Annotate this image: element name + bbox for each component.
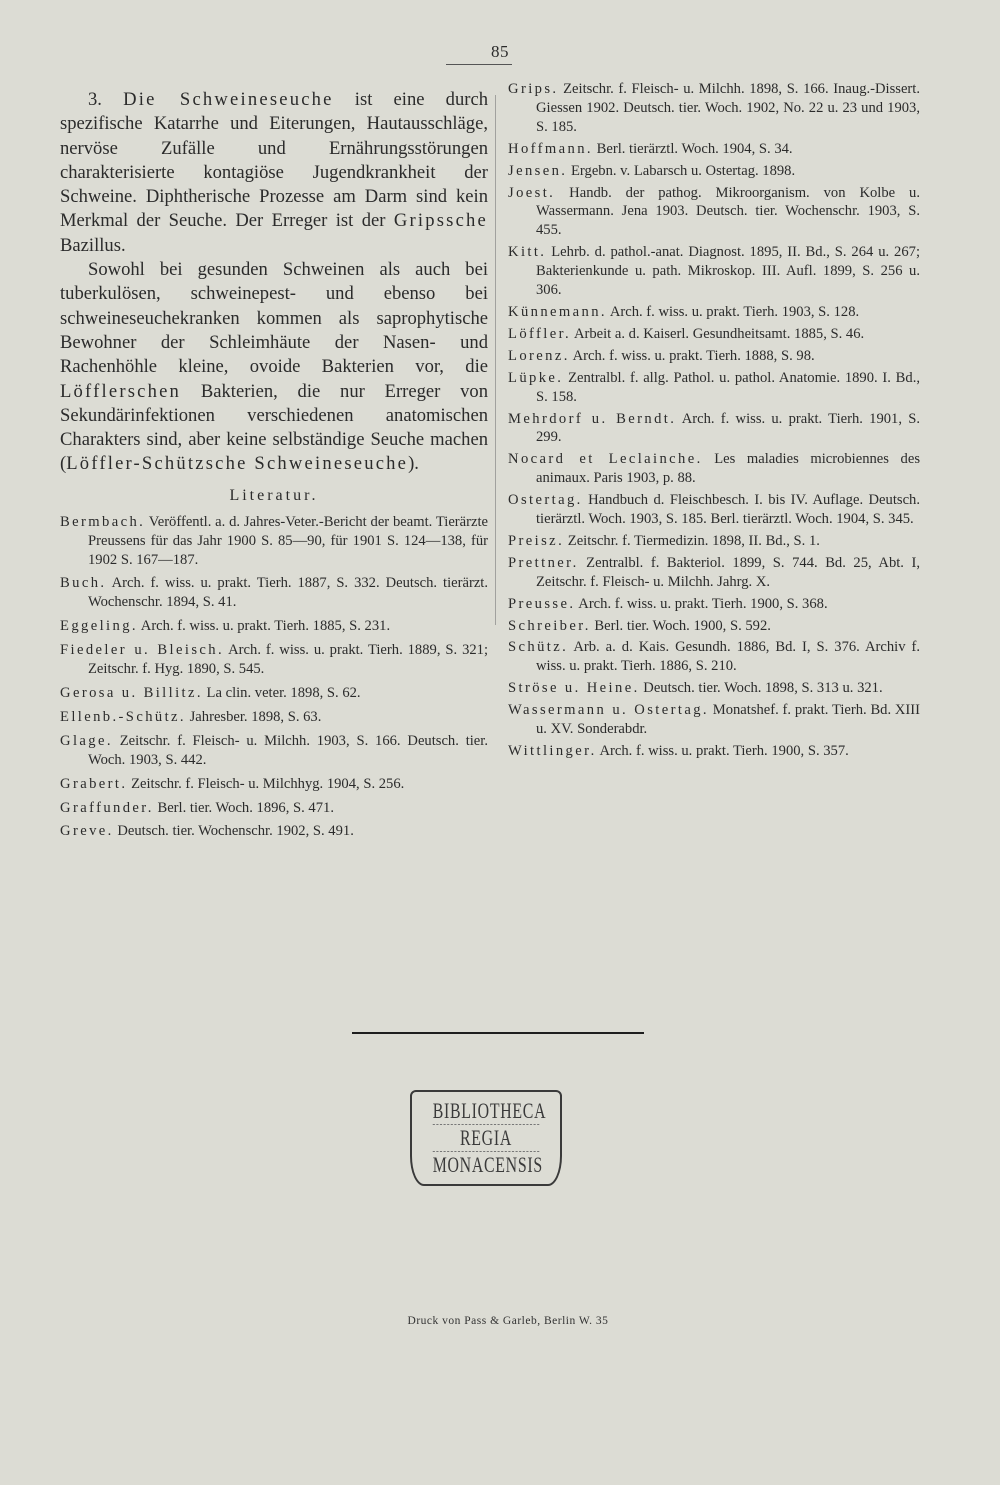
reference-author: Kitt. [508,244,547,261]
reference-author: Buch. [60,575,107,592]
reference-author: Glage. [60,732,113,749]
reference-citation: Deutsch. tier. Wochenschr. 1902, S. 491. [113,823,354,840]
page-number-rule [446,64,512,65]
left-column [60,88,488,846]
paragraph-2-middle: Bakterien, die nur Erreger von Sekundärinfektionen verschiedenen anatomischen Charakters sind, aber keine selbständige Seuche machen ( [60,380,488,475]
right-column [508,80,920,764]
stamp-line-1: BIBLIOTHECA [432,1098,547,1123]
reference-entry [508,140,920,159]
reference-citation: Les maladies microbiennes des animaux. Paris 1903, p. 88. [536,451,920,487]
reference-author: Ellenb.-Schütz. [60,708,186,725]
reference-entry [508,595,920,614]
reference-entry [508,184,920,241]
reference-entry [508,532,920,551]
reference-citation: Arch. f. wiss. u. prakt. Tierh. 1900, S. 368. [575,595,828,612]
paragraph-2-end: ). [408,453,419,475]
reference-author: Gerosa u. Billitz. [60,685,203,701]
reference-author: Graffunder. [60,799,154,816]
reference-entry [60,822,488,841]
reference-author: Grips. [508,81,559,97]
reference-entry [508,162,920,181]
end-rule [352,1032,644,1034]
paragraph-schweineseuche [60,88,488,258]
term-loefflerschen: Löfflerschen [60,380,182,402]
reference-entry [508,742,920,761]
paragraph-1-end: Bazillus. [60,234,126,256]
reference-author: Joest. [508,184,556,201]
paragraph-2-body: Sowohl bei gesunden Schweinen als auch bei tuberkulösen, schweinepest- und ebenso bei schweineseuchekranken kommen als saprophytische Bewohner der Schleimhäute der Nasen- und Rachenhöhle kleine, ovoide Bakterien vor, die [60,259,488,378]
paragraph-loeffler-bacteria [60,258,488,477]
reference-entry [60,684,488,703]
printer-note: Druck von Pass & Garleb, Berlin W. 35 [407,1315,609,1327]
reference-author: Grabert. [60,775,128,792]
reference-entry [508,325,920,344]
reference-author: Ströse u. Heine. [508,680,640,697]
reference-entry [60,708,488,727]
reference-author: Greve. [60,823,114,840]
references-left-list [60,513,488,842]
reference-entry [60,732,488,770]
reference-citation: Zeitschr. f. Fleisch- u. Milchhyg. 1904, S. 256. [127,775,405,792]
reference-citation: Zentralbl. f. allg. Pathol. u. pathol. Anatomie. 1890. I. Bd., S. 158. [536,369,920,405]
reference-author: Löffler. [508,325,572,342]
reference-author: Lüpke. [508,369,564,386]
reference-citation: Berl. tierärztl. Woch. 1904, S. 34. [592,140,793,157]
reference-entry [508,303,920,322]
reference-author: Schreiber. [508,617,591,634]
reference-entry [508,347,920,366]
reference-entry [508,617,920,636]
reference-entry [508,450,920,488]
reference-citation: Handbuch d. Fleischbesch. I. bis IV. Auflage. Deutsch. tierärztl. Woch. 1903, S. 185. Berl. tierärztl. Woch. 1904, S. 345. [536,492,920,528]
reference-entry [508,491,920,529]
references-right-list [508,80,920,761]
reference-author: Lorenz. [508,347,570,364]
reference-citation: Arch. f. wiss. u. prakt. Tierh. 1888, S. 98. [569,347,815,364]
page-number: 85 [491,42,509,61]
reference-citation: Arb. a. d. Kais. Gesundh. 1886, Bd. I, S. 376. Archiv f. wiss. u. prakt. Tierh. 1886, S. 210. [536,639,920,675]
reference-author: Bermbach. [60,513,146,530]
reference-entry [60,641,488,679]
reference-citation: Jahresber. 1898, S. 63. [185,708,322,725]
reference-citation: La clin. veter. 1898, S. 62. [202,685,361,701]
reference-entry [508,80,920,137]
stamp-line-3: MONACENSIS [432,1152,543,1177]
reference-citation: Zeitschr. f. Tiermedizin. 1898, II. Bd., S. 1. [564,532,820,549]
reference-author: Mehrdorf u. Berndt. [508,410,677,427]
reference-author: Preusse. [508,595,576,612]
reference-author: Ostertag. [508,492,583,509]
reference-citation: Monatshef. f. prakt. Tierh. Bd. XIII u. XV. Sonderabdr. [536,702,921,738]
reference-author: Eggeling. [60,618,138,635]
paragraph-1-body: ist eine durch spezifische Katarrhe und Eiterungen, Hautausschläge, nervöse Zufälle und Ernährungsstörungen charakterisierte kontagiöse Jugendkrankheit der Schweine. Diphtherische Prozesse am Darm sind kein Merkmal der Seuche. Der Erreger ist der [60,89,488,232]
reference-citation: Arch. f. wiss. u. prakt. Tierh. 1903, S. 128. [606,303,860,320]
reference-citation: Arch. f. wiss. u. prakt. Tierh. 1901, S. 299. [536,410,920,446]
reference-author: Schütz. [508,639,569,656]
reference-citation: Lehrb. d. pathol.-anat. Diagnost. 1895, II. Bd., S. 264 u. 267; Bakterienkunde u. path. Mikroskop. III. Aufl. 1899, S. 256 u. 306. [536,244,920,299]
term-gripssche: Gripssche [393,210,488,232]
reference-citation: Zeitschr. f. Fleisch- u. Milchh. 1898, S. 166. Inaug.-Dissert. Giessen 1902. Deutsch. tier. Woch. 1902, No. 22 u. 23 und 1903, S. 185. [536,81,920,135]
reference-entry [508,554,920,592]
reference-entry [508,638,920,676]
reference-citation: Handb. der pathog. Mikroorganism. von Kolbe u. Wassermann. Jena 1903. Deutsch. tier. Wochenschr. 1903, S. 455. [536,184,920,239]
reference-entry [60,574,488,612]
paragraph-number: 3. [88,89,102,110]
reference-citation: Arbeit a. d. Kaiserl. Gesundheitsamt. 1885, S. 46. [571,325,865,342]
reference-citation: Berl. tier. Woch. 1896, S. 471. [153,799,334,816]
reference-entry [508,410,920,448]
reference-citation: Arch. f. wiss. u. prakt. Tierh. 1887, S. 332. Deutsch. tierärzt. Wochenschr. 1894, S. 41. [88,575,488,611]
reference-entry [60,799,488,818]
reference-author: Wassermann u. Ostertag. [508,702,709,719]
reference-citation: Ergebn. v. Labarsch u. Ostertag. 1898. [567,162,796,179]
column-divider [495,95,496,625]
reference-author: Fiedeler u. Bleisch. [60,642,225,659]
literature-heading: Literatur. [229,486,319,504]
reference-citation: Veröffentl. a. d. Jahres-Veter.-Bericht der beamt. Tierärzte Preussens für das Jahr 1900 S. 85—90, für 1901 S. 124—138, für 1902 S. 167—187. [88,513,488,568]
reference-entry [508,701,920,739]
reference-citation: Arch. f. wiss. u. prakt. Tierh. 1900, S. 357. [596,743,849,759]
reference-entry [508,243,920,300]
reference-author: Wittlinger. [508,743,597,759]
stamp-line-2: REGIA [433,1125,540,1152]
reference-entry [60,513,488,570]
library-stamp [410,1090,562,1186]
reference-citation: Arch. f. wiss. u. prakt. Tierh. 1885, S. 231. [137,618,391,635]
term-loeffler-schuetz: Löffler-Schützsche Schweineseuche [66,453,409,475]
reference-citation: Zentralbl. f. Bakteriol. 1899, S. 744. Bd. 25, Abt. I, Zeitschr. f. Fleisch- u. Milchh. Jahrg. X. [536,554,920,590]
reference-author: Nocard et Leclainche. [508,451,703,468]
reference-citation: Zeitschr. f. Fleisch- u. Milchh. 1903, S. 166. Deutsch. tier. Woch. 1903, S. 442. [88,732,488,768]
reference-citation: Berl. tier. Woch. 1900, S. 592. [590,617,771,634]
reference-author: Jensen. [508,162,568,179]
reference-entry [508,369,920,407]
reference-author: Künnemann. [508,303,607,320]
reference-author: Hoffmann. [508,140,593,157]
term-schweineseuche: Die Schweineseuche [123,89,334,110]
reference-author: Preisz. [508,532,565,549]
reference-citation: Deutsch. tier. Woch. 1898, S. 313 u. 321. [639,680,883,697]
reference-entry [60,775,488,794]
reference-entry [508,679,920,698]
reference-entry [60,617,488,636]
reference-author: Prettner. [508,554,579,571]
reference-citation: Arch. f. wiss. u. prakt. Tierh. 1889, S. 321; Zeitschr. f. Hyg. 1890, S. 545. [88,642,489,678]
